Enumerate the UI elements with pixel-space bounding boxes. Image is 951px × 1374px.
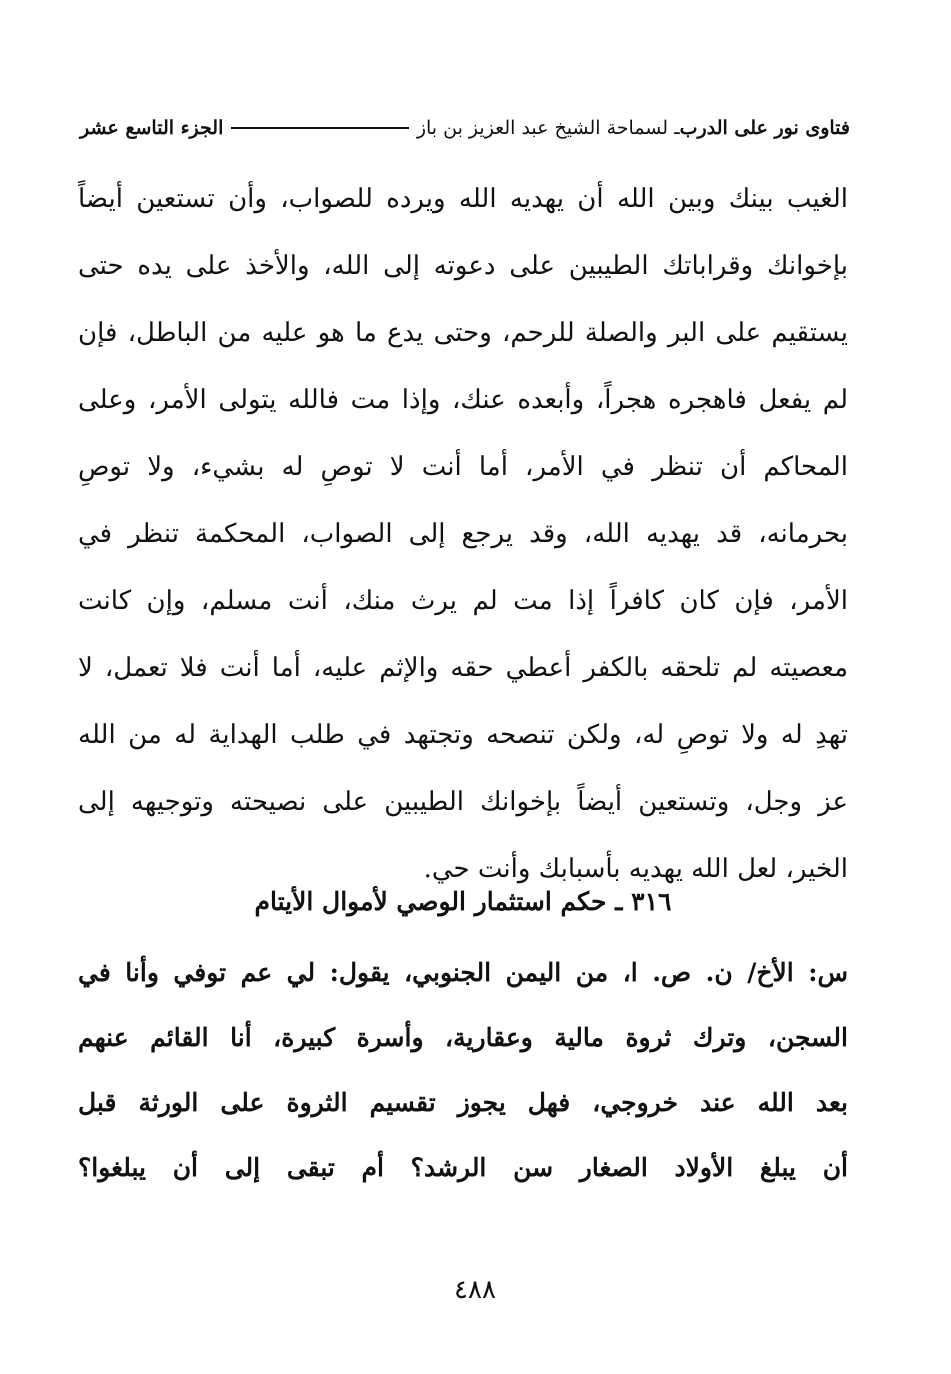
page-number: ٤٨٨ xyxy=(454,1275,496,1305)
question-line: س: الأخ/ ن. ص. ا، من اليمن الجنوبي، يقول: لي عم توفي وأنا في xyxy=(78,958,848,987)
text-line: بحرمانه، قد يهديه الله، وقد يرجع إلى الصواب، المحكمة تنظر في xyxy=(78,519,848,549)
header-book-title: فتاوى نور على الدرب xyxy=(679,117,850,139)
text-line: معصيته لم تلحقه بالكفر أعطي حقه والإثم عليه، أما أنت فلا تعمل، لا xyxy=(78,653,848,683)
text-line: الخير، لعل الله يهديه بأسبابك وأنت حي. xyxy=(423,854,848,884)
text-line: تهدِ له ولا توصِ له، ولكن تنصحه وتجتهد في طلب الهداية له من الله xyxy=(78,720,848,750)
text-line: لم يفعل فاهجره هجراً، وأبعده عنك، وإذا مت فالله يتولى الأمر، وعلى xyxy=(78,385,848,415)
section-heading: ٣١٦ ـ حكم استثمار الوصي لأموال الأيتام xyxy=(254,887,672,916)
text-line: يستقيم على البر والصلة للرحم، وحتى يدع ما هو عليه من الباطل، فإن xyxy=(78,318,848,348)
text-line: عز وجل، وتستعين أيضاً بإخوانك الطيبين على نصيحته وتوجيهه إلى xyxy=(78,787,848,817)
text-line: الغيب بينك وبين الله أن يهديه الله ويرده للصواب، وأن تستعين أيضاً xyxy=(78,184,848,214)
answer-paragraph xyxy=(78,166,848,903)
header-author: ـ لسماحة الشيخ عبد العزيز بن باز xyxy=(416,117,680,139)
text-line: الأمر، فإن كان كافراً إذا مت لم يرث منك، أنت مسلم، وإن كانت xyxy=(78,586,848,616)
header-volume: الجزء التاسع عشر xyxy=(80,117,224,139)
question-line: أن يبلغ الأولاد الصغار سن الرشد؟ أم تبقى إلى أن يبلغوا؟ xyxy=(78,1153,848,1182)
question-paragraph xyxy=(78,940,848,1200)
question-line: بعد الله عند خروجي، فهل يجوز تقسيم الثروة على الورثة قبل xyxy=(78,1088,848,1117)
question-line: السجن، وترك ثروة مالية وعقارية، وأسرة كبيرة، أنا القائم عنهم xyxy=(78,1023,848,1052)
text-line: المحاكم أن تنظر في الأمر، أما أنت لا توصِ له بشيء، ولا توصِ xyxy=(78,452,848,482)
running-header xyxy=(80,108,850,148)
text-line: بإخوانك وقراباتك الطيبين على دعوته إلى الله، والأخذ على يده حتى xyxy=(78,251,848,281)
header-rule xyxy=(231,127,408,129)
